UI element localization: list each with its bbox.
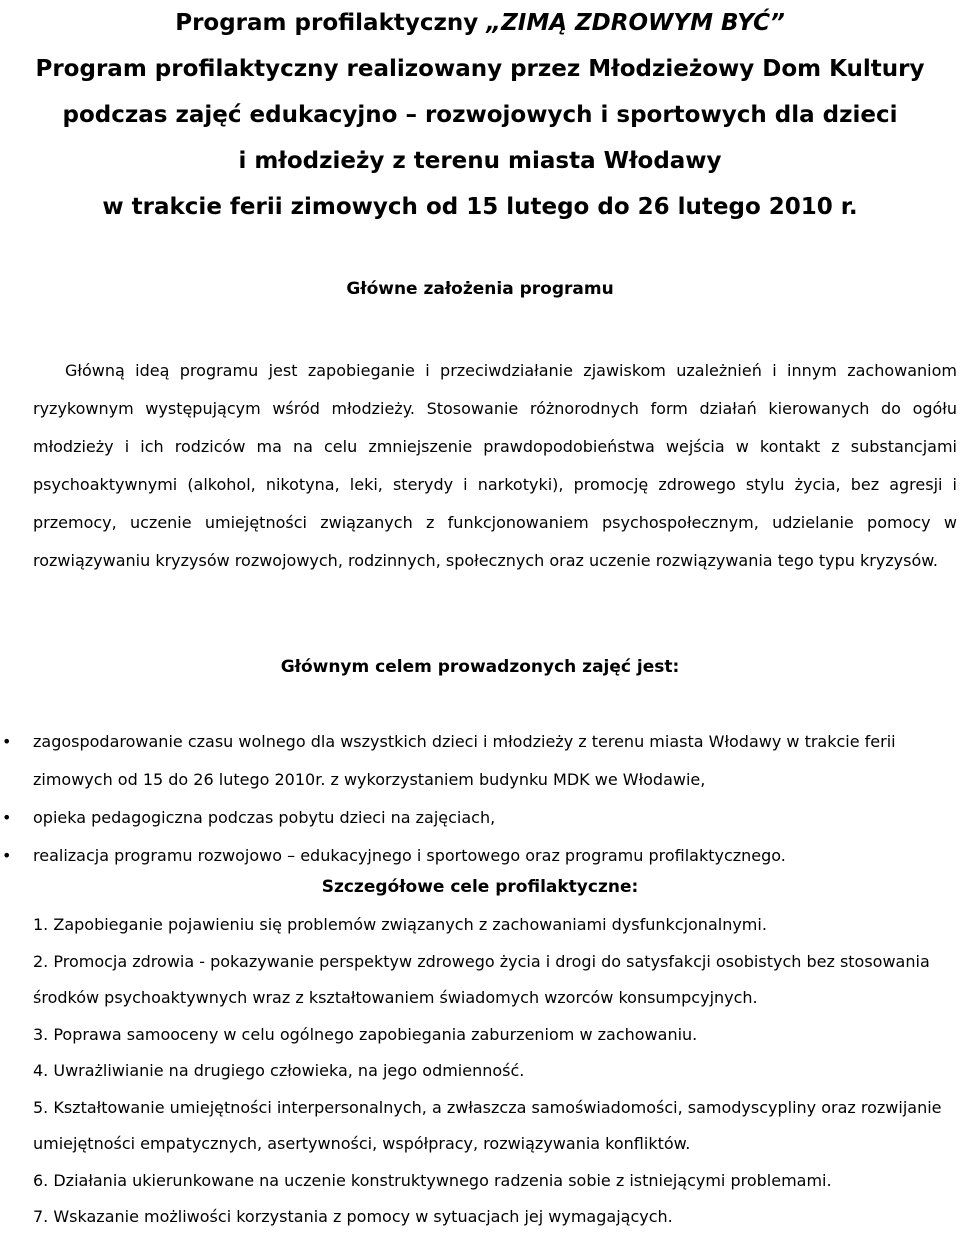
list-item: • zagospodarowanie czasu wolnego dla wszystkich dzieci i młodzieży z terenu miasta Włodawy w trakcie ferii zimowych od 15 do 26 lutego 2010r. z wykorzystaniem budynku MDK we Włodawie, bbox=[33, 723, 957, 799]
detailed-goals-list bbox=[33, 907, 957, 1236]
paragraph-text: Główną ideą programu jest zapobieganie i przeciwdziałanie zjawiskom uzależnień i innym zachowaniom ryzykownym występującym wśród młodzieży. Stosowanie różnorodnych form działań kierowanych do ogółu młodzieży i ich rodziców ma na celu zmniejszenie prawdopodobieństwa wejścia w kontakt z substancjami psychoaktywnymi (alkohol, nikotyna, leki, sterydy i narkotyki), promocję zdrowego stylu życia, bez agresji i przemocy, uczenie umiejętności związanych z funkcjonowaniem psychospołecznym, udzielanie pomocy w rozwiązywaniu kryzysów rozwojowych, rodzinnych, społecznych oraz uczenie rozwiązywania tego typu kryzysów. bbox=[33, 361, 957, 570]
bullet-icon: • bbox=[2, 846, 12, 865]
section-heading-main-goal: Głównym celem prowadzonych zajęć jest: bbox=[280, 657, 680, 677]
section-heading-detailed-goals: Szczegółowe cele profilaktyczne: bbox=[321, 877, 639, 897]
main-assumptions-paragraph bbox=[33, 352, 957, 580]
main-goal-list bbox=[2, 723, 957, 875]
section-heading-main-assumptions: Główne założenia programu bbox=[346, 279, 614, 299]
list-item: 6. Działania ukierunkowane na uczenie konstruktywnego radzenia sobie z istniejącymi problemami. bbox=[33, 1170, 832, 1190]
document-header bbox=[0, 0, 960, 230]
list-item: 5. Kształtowanie umiejętności interpersonalnych, a zwłaszcza samoświadomości, samodyscypliny oraz rozwijanie umiejętności empatycznych, asertywności, współpracy, rozwiązywania konfliktów. bbox=[33, 1097, 942, 1153]
list-item: • opieka pedagogiczna podczas pobytu dzieci na zajęciach, bbox=[33, 799, 957, 837]
list-item: 7. Wskazanie możliwości korzystania z pomocy w sytuacjach jej wymagających. bbox=[33, 1207, 673, 1226]
list-item: 3. Poprawa samooceny w celu ogólnego zapobiegania zaburzeniom w zachowaniu. bbox=[33, 1024, 698, 1044]
header-line-4: i młodzieży z terenu miasta Włodawy bbox=[238, 148, 722, 174]
list-item: 4. Uwrażliwianie na drugiego człowieka, na jego odmienność. bbox=[33, 1061, 525, 1080]
list-item: 1. Zapobieganie pojawieniu się problemów związanych z zachowaniami dysfunkcjonalnymi. bbox=[33, 915, 767, 934]
bullet-icon: • bbox=[2, 808, 12, 827]
header-line-2: Program profilaktyczny realizowany przez Młodzieżowy Dom Kultury bbox=[35, 56, 925, 82]
header-line-3: podczas zajęć edukacyjno – rozwojowych i sportowych dla dzieci bbox=[62, 102, 898, 128]
list-item: • realizacja programu rozwojowo – edukacyjnego i sportowego oraz programu profilaktycznego. bbox=[33, 837, 957, 875]
header-line-5: w trakcie ferii zimowych od 15 lutego do 26 lutego 2010 r. bbox=[102, 194, 858, 220]
bullet-icon: • bbox=[2, 732, 12, 751]
list-item: 2. Promocja zdrowia - pokazywanie perspektyw zdrowego życia i drogi do satysfakcji osobistych bez stosowania środków psychoaktywnych wraz z kształtowaniem świadomych wzorców konsumpcyjnych. bbox=[33, 951, 930, 1007]
program-name: „ZIMĄ ZDROWYM BYĆ” bbox=[486, 10, 785, 36]
document-title: Program profilaktyczny „ZIMĄ ZDROWYM BYĆ” bbox=[175, 10, 785, 36]
